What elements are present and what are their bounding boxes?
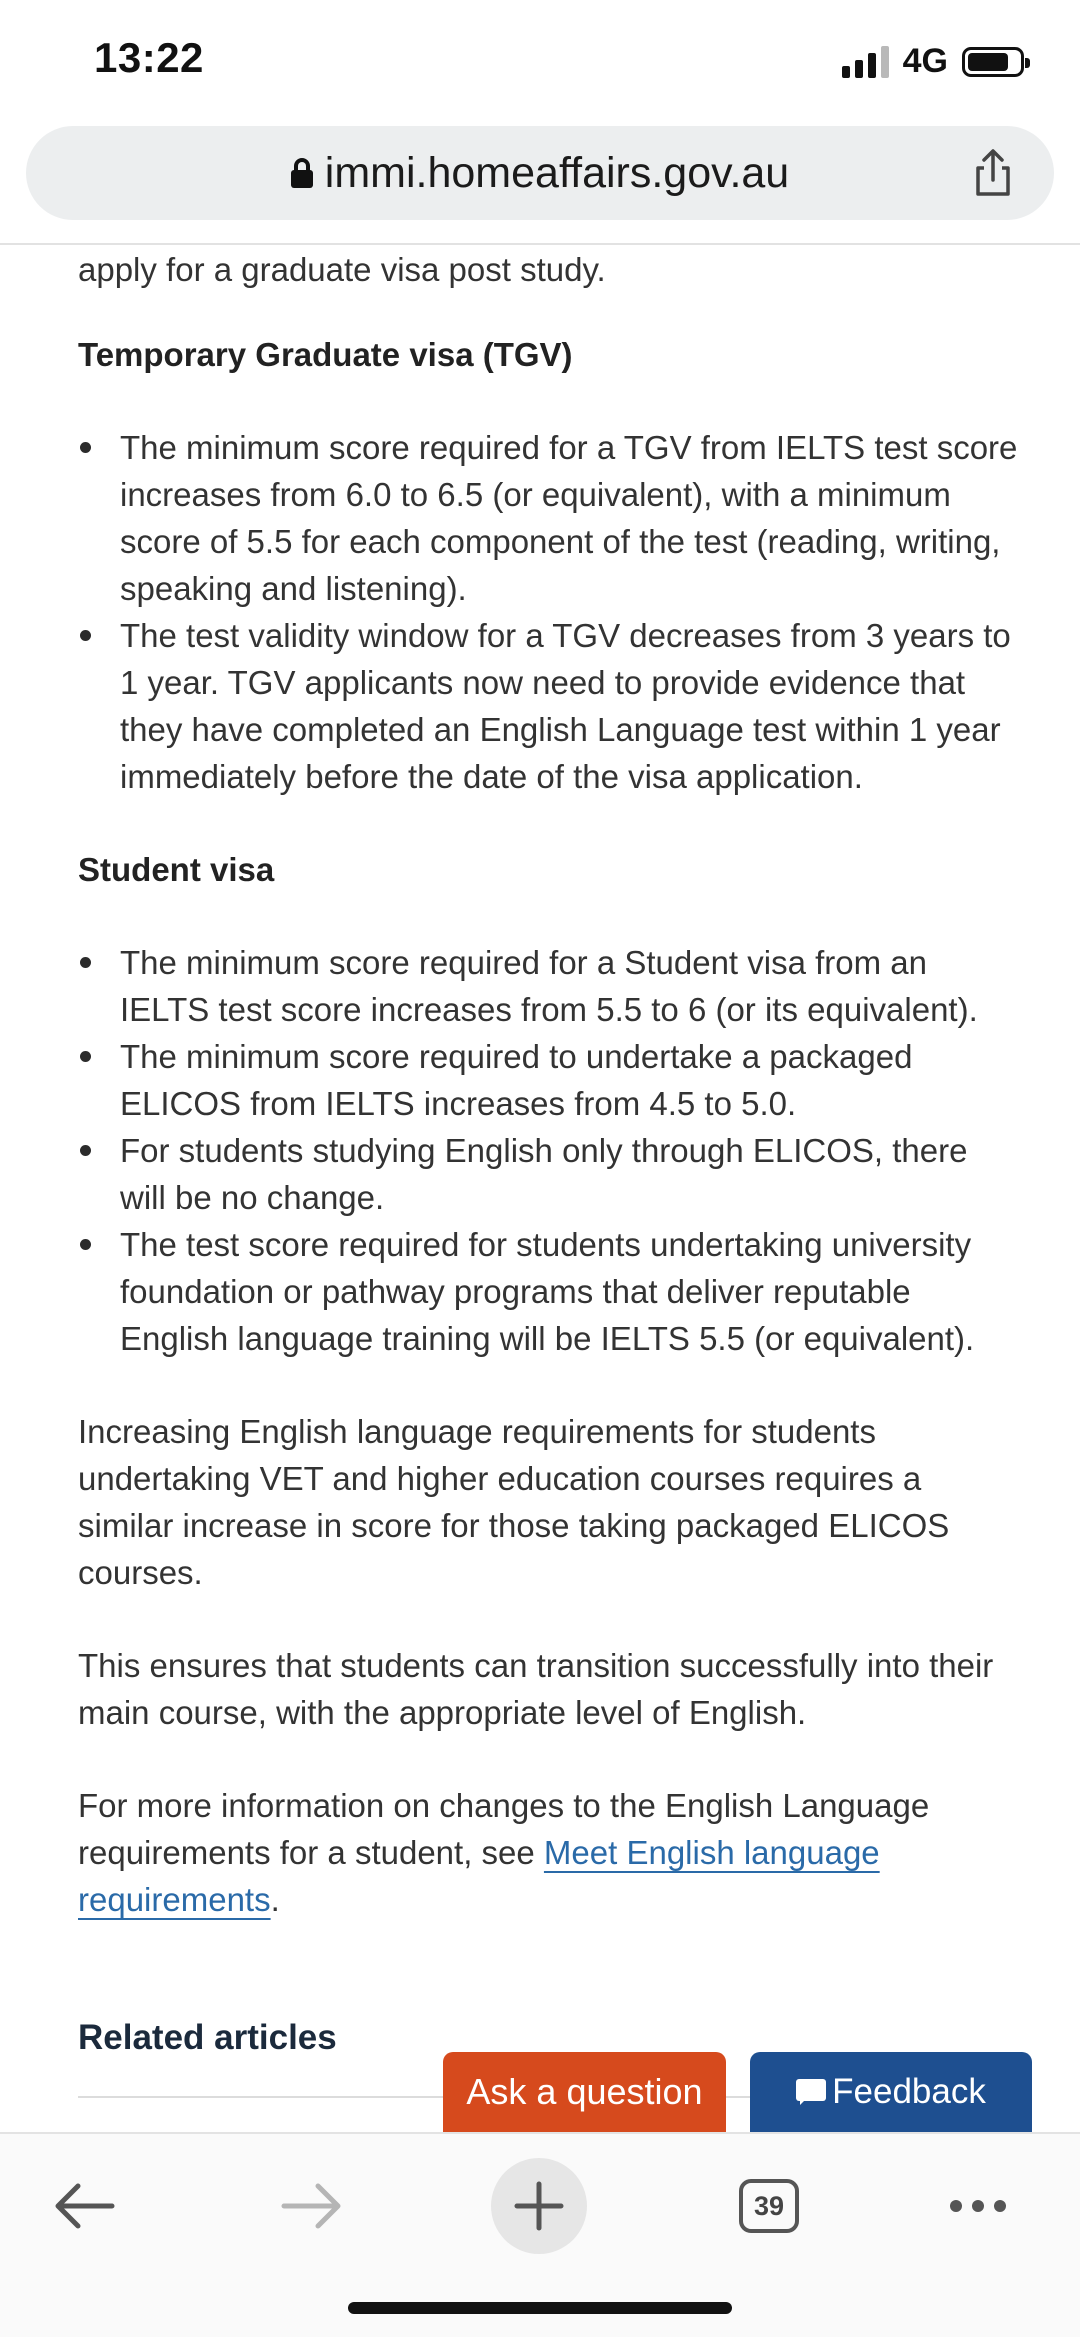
- status-indicators: [842, 42, 1024, 81]
- article-content: [78, 246, 1018, 1923]
- tabs-icon: 39: [739, 2179, 799, 2233]
- related-articles-heading: Related articles: [78, 2018, 337, 2057]
- list-item: For students studying English only through ELICOS, there will be no change.: [78, 1127, 1018, 1221]
- address-bar[interactable]: [26, 126, 1054, 220]
- more-icon: [950, 2200, 1006, 2212]
- paragraph-more-info: For more information on changes to the English Language requirements for a student, see Meet English language requirements.: [78, 1787, 930, 1918]
- chrome-divider: [0, 243, 1080, 245]
- bullet-icon: [80, 630, 91, 641]
- plus-icon: [513, 2180, 565, 2232]
- intro-tail: apply for a graduate visa post study.: [78, 251, 606, 288]
- bullet-icon: [80, 1051, 91, 1062]
- tgv-heading: Temporary Graduate visa (TGV): [78, 336, 573, 373]
- back-arrow-icon: [52, 2181, 116, 2231]
- feedback-button[interactable]: [750, 2052, 1032, 2132]
- bullet-icon: [80, 442, 91, 453]
- more-button[interactable]: [930, 2158, 1026, 2254]
- student-heading: Student visa: [78, 851, 275, 888]
- list-item: The minimum score required to undertake a packaged ELICOS from IELTS increases from 4.5 to 5.0.: [78, 1033, 1018, 1127]
- signal-icon: [842, 46, 889, 78]
- url-text: immi.homeaffairs.gov.au: [324, 148, 790, 197]
- network-label: 4G: [902, 42, 948, 80]
- ask-question-button[interactable]: Ask a question: [443, 2052, 726, 2132]
- battery-icon: [962, 47, 1024, 77]
- list-item: The test score required for students undertaking university foundation or pathway programs that deliver reputable English language training will be IELTS 5.5 (or equivalent).: [78, 1221, 1018, 1362]
- tabs-button[interactable]: [721, 2158, 817, 2254]
- tgv-list: [78, 424, 1018, 800]
- status-bar: [0, 0, 1080, 120]
- bullet-icon: [80, 1145, 91, 1156]
- list-item: The minimum score required for a Student visa from an IELTS test score increases from 5.5 to 6 (or its equivalent).: [78, 939, 1018, 1033]
- list-item: The test validity window for a TGV decreases from 3 years to 1 year. TGV applicants now need to provide evidence that they have completed an English Language test within 1 year immediately before the date of the visa application.: [78, 612, 1018, 800]
- bullet-icon: [80, 1239, 91, 1250]
- chat-icon: [796, 2079, 826, 2105]
- feedback-label: Feedback: [832, 2072, 986, 2111]
- forward-arrow-icon: [280, 2181, 344, 2231]
- list-item: The minimum score required for a TGV from IELTS test score increases from 6.0 to 6.5 (or equivalent), with a minimum score of 5.5 for each component of the test (reading, writing, speaking and listening).: [78, 424, 1018, 612]
- home-indicator[interactable]: [348, 2302, 732, 2314]
- paragraph-elicos: Increasing English language requirements for students undertaking VET and higher education courses requires a similar increase in score for those taking packaged ELICOS courses.: [78, 1413, 950, 1591]
- student-list: [78, 939, 1018, 1362]
- url-display[interactable]: [291, 149, 789, 198]
- forward-button[interactable]: [264, 2158, 360, 2254]
- paragraph-transition: This ensures that students can transition successfully into their main course, with the appropriate level of English.: [78, 1647, 994, 1731]
- new-tab-button[interactable]: [491, 2158, 587, 2254]
- back-button[interactable]: [36, 2158, 132, 2254]
- status-time: 13:22: [94, 34, 204, 81]
- lock-icon: [291, 158, 313, 188]
- bullet-icon: [80, 957, 91, 968]
- english-requirements-link[interactable]: Meet English language requirements: [78, 1834, 880, 1918]
- share-icon[interactable]: [968, 148, 1018, 198]
